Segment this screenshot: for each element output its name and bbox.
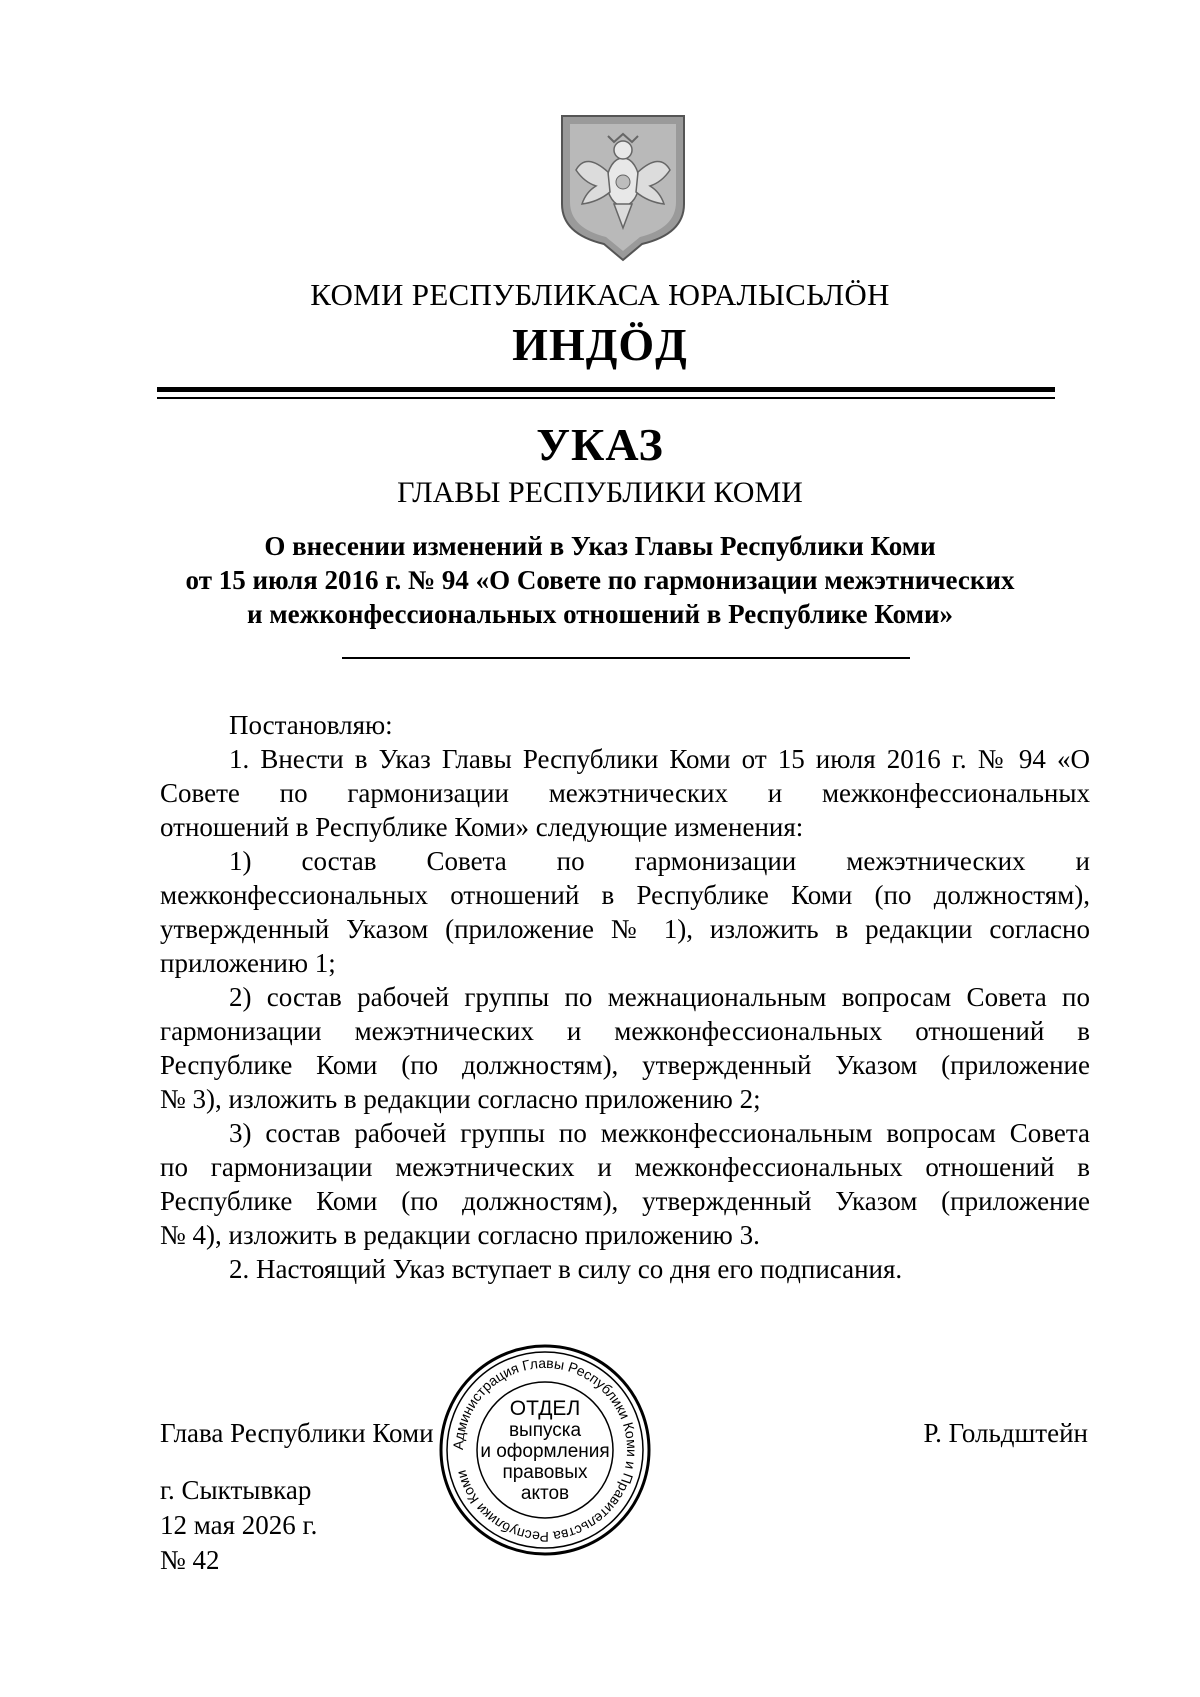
body-line: отношений в Республике Коми» следующие изменения:: [160, 812, 804, 842]
header-divider-thin: [157, 397, 1055, 399]
body-line: Республике Коми (по должностям), утвержденный Указом (приложение: [160, 1186, 1090, 1216]
body-line: утвержденный Указом (приложение № 1), изложить в редакции согласно: [160, 914, 1090, 944]
komi-doc-type: ИНДÖД: [512, 319, 688, 370]
signatory-name: Р. Гольдштейн: [923, 1418, 1088, 1448]
body-line: 3) состав рабочей группы по межконфессиональным вопросам Совета: [229, 1118, 1090, 1148]
coat-of-arms-icon: [556, 112, 690, 262]
seal-center-line: выпуска: [508, 1420, 582, 1441]
seal-ring-text: Администрация Главы Республики Коми и Правительства Республики Коми: [449, 1354, 641, 1546]
place: г. Сыктывкар: [160, 1475, 312, 1505]
date: 12 мая 2026 г.: [160, 1510, 318, 1540]
body-line: 2. Настоящий Указ вступает в силу со дня его подписания.: [229, 1254, 903, 1284]
title-line-3: и межконфессиональных отношений в Республике Коми»: [246, 599, 954, 629]
body-line: по гармонизации межэтнических и межконфессиональных отношений в: [160, 1152, 1090, 1182]
body-line: 2) состав рабочей группы по межнациональным вопросам Совета по: [229, 982, 1090, 1012]
body-line: Республике Коми (по должностям), утвержденный Указом (приложение: [160, 1050, 1090, 1080]
body-line: 1. Внести в Указ Главы Республики Коми от 15 июля 2016 г. № 94 «О: [229, 744, 1090, 774]
seal-center-line: и оформления: [480, 1441, 610, 1462]
signatory-position: Глава Республики Коми: [160, 1418, 434, 1448]
seal-center-line: актов: [520, 1483, 570, 1504]
body-line: приложению 1;: [160, 948, 336, 978]
header-divider-thick: [157, 387, 1055, 392]
komi-header: КОМИ РЕСПУБЛИКАСА ЮРАЛЫСЬЛÖН: [310, 277, 890, 312]
title-underline: [342, 657, 910, 659]
body-line: Совете по гармонизации межэтнических и межконфессиональных: [160, 778, 1090, 808]
body-line: Постановляю:: [229, 710, 393, 740]
official-seal-icon: [438, 1343, 652, 1557]
issuer: ГЛАВЫ РЕСПУБЛИКИ КОМИ: [397, 476, 803, 509]
document-number: № 42: [160, 1545, 220, 1575]
seal-center-line: ОТДЕЛ: [509, 1397, 581, 1420]
title-line-2: от 15 июля 2016 г. № 94 «О Совете по гармонизации межэтнических: [185, 565, 1015, 595]
body-line: гармонизации межэтнических и межконфессиональных отношений в: [160, 1016, 1090, 1046]
seal-center-line: правовых: [502, 1462, 588, 1483]
body-line: 1) состав Совета по гармонизации межэтнических и: [229, 846, 1090, 876]
body-line: № 3), изложить в редакции согласно приложению 2;: [160, 1084, 761, 1114]
body-line: № 4), изложить в редакции согласно приложению 3.: [160, 1220, 760, 1250]
title-line-1: О внесении изменений в Указ Главы Республики Коми: [264, 531, 936, 561]
doc-type: УКАЗ: [536, 419, 664, 470]
body-line: межконфессиональных отношений в Республике Коми (по должностям),: [160, 880, 1090, 910]
